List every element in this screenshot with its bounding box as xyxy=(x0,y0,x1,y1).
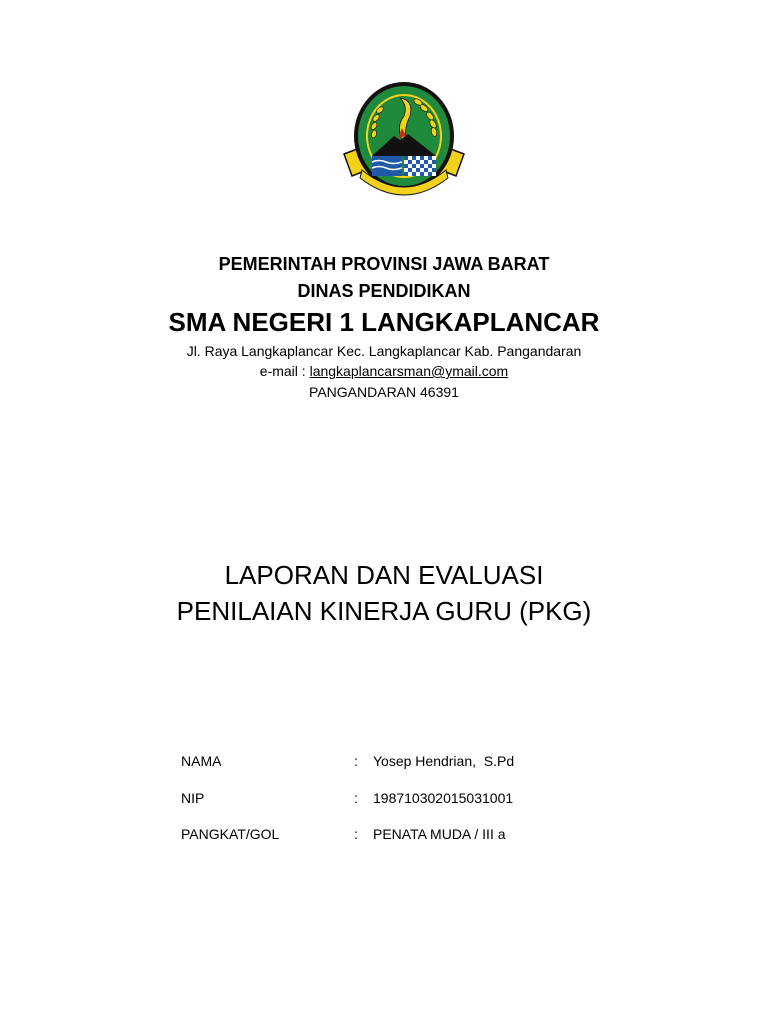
field-label: NAMA xyxy=(181,753,222,769)
email-prefix: e-mail : xyxy=(259,363,310,379)
report-title-line1: LAPORAN DAN EVALUASI xyxy=(224,560,544,590)
report-title-line2: PENILAIAN KINERJA GURU (PKG) xyxy=(176,596,592,626)
field-row-name xyxy=(181,750,681,772)
field-colon: : xyxy=(354,790,358,806)
field-value: 198710302015031001 xyxy=(373,790,514,806)
email-link[interactable]: langkaplancarsman@ymail.com xyxy=(309,363,509,379)
email-line xyxy=(0,362,768,380)
city-postal: PANGANDARAN 46391 xyxy=(309,384,459,400)
field-label: PANGKAT/GOL xyxy=(181,826,280,842)
field-label: NIP xyxy=(181,790,205,806)
field-value: Yosep Hendrian, S.Pd xyxy=(373,753,515,769)
school-name: SMA NEGERI 1 LANGKAPLANCAR xyxy=(168,307,600,337)
department-name: DINAS PENDIDIKAN xyxy=(297,281,471,301)
field-colon: : xyxy=(354,753,358,769)
west-java-emblem-icon xyxy=(338,76,470,204)
field-colon: : xyxy=(354,826,358,842)
field-value: PENATA MUDA / III a xyxy=(373,826,506,842)
field-row-rank xyxy=(181,823,681,845)
government-name: PEMERINTAH PROVINSI JAWA BARAT xyxy=(218,254,550,274)
field-row-nip xyxy=(181,787,681,809)
school-address: Jl. Raya Langkaplancar Kec. Langkaplancar Kab. Pangandaran xyxy=(186,343,582,359)
